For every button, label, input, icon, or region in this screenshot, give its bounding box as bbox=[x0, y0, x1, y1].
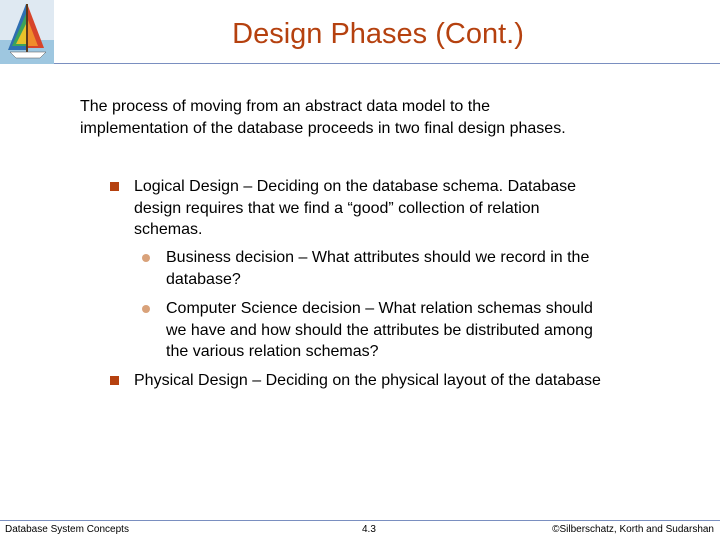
bullet-physical-design: Physical Design – Deciding on the physical layout of the database bbox=[134, 372, 601, 389]
footer-page-number: 4.3 bbox=[362, 524, 376, 535]
square-bullet-icon bbox=[110, 182, 119, 191]
footer-copyright: ©Silberschatz, Korth and Sudarshan bbox=[552, 524, 714, 535]
slide-title: Design Phases (Cont.) bbox=[232, 18, 524, 50]
footer-divider bbox=[0, 520, 720, 521]
intro-paragraph: The process of moving from an abstract data model to the implementation of the database proceeds in two final design phases. bbox=[80, 98, 566, 137]
square-bullet-icon bbox=[110, 376, 119, 385]
bullet-computer-science-decision: Computer Science decision – What relation schemas should we have and how should the attributes be distributed among the various relation schemas? bbox=[166, 300, 593, 360]
bullet-business-decision: Business decision – What attributes should we record in the database? bbox=[166, 249, 590, 288]
dot-bullet-icon bbox=[142, 305, 150, 313]
dot-bullet-icon bbox=[142, 254, 150, 262]
title-divider bbox=[54, 63, 720, 64]
bullet-logical-design: Logical Design – Deciding on the database schema. Database design requires that we find a “good” collection of relation schemas. bbox=[134, 178, 577, 238]
footer-book-title: Database System Concepts bbox=[5, 524, 129, 535]
